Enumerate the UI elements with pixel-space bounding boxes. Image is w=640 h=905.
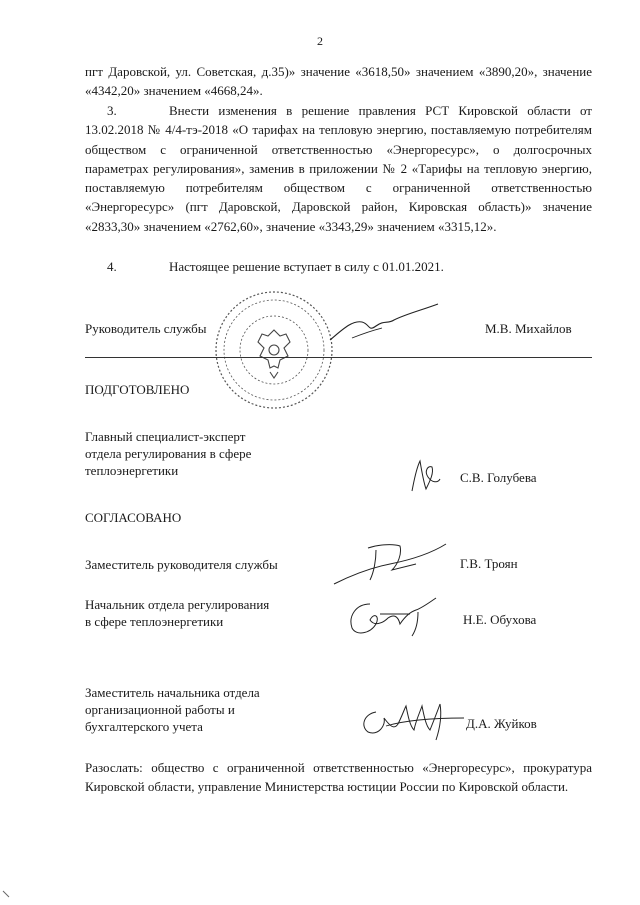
prepared-title-line: отдела регулирования в сфере (85, 446, 252, 461)
head-name: М.В. Михайлов (485, 321, 572, 336)
agreed-signer-3-title (85, 684, 260, 735)
agreed-signer-2-title (85, 596, 269, 630)
head-signature (322, 300, 442, 350)
agreed-signer-3-title-line: организационной работы и (85, 702, 235, 717)
agreed-signer-2-signature (340, 594, 440, 640)
paragraph-3-text: Внести изменения в решение правления РСТ Кировской области от 13.02.2018 № 4/4-тэ-2018 «О тарифах на тепловую энергию, поставляемую потребителям обществом с ограниченной ответственностью «Энергоресурс», о долгосрочных параметрах регулирования», заменив в приложении № 2 «Тарифы на тепловую энергию, поставляемую потребителям обществом с ограниченной ответственностью «Энергоресурс» (пгт Даровской, Даровской район, Кировская область)» значение «2833,30» значением «2762,60», значение «3343,29» значением «3315,12». (85, 103, 592, 234)
prepared-title-line: Главный специалист-эксперт (85, 429, 246, 444)
prepared-title (85, 428, 251, 479)
scan-corner-mark (2, 890, 10, 898)
prepared-signature (400, 453, 450, 498)
agreed-signer-3-name: Д.А. Жуйков (466, 716, 537, 731)
paragraph-3 (85, 101, 592, 236)
prepared-heading: ПОДГОТОВЛЕНО (85, 382, 190, 397)
agreed-signer-1-title-line: Заместитель руководителя службы (85, 557, 278, 572)
agreed-signer-2-title-line: Начальник отдела регулирования (85, 597, 270, 612)
prepared-name: С.В. Голубева (460, 470, 537, 485)
agreed-heading: СОГЛАСОВАНО (85, 510, 182, 525)
agreed-signer-1-signature (330, 534, 450, 589)
section-divider (85, 357, 592, 358)
paragraph-4-text: Настоящее решение вступает в силу с 01.01.2021. (169, 259, 444, 274)
agreed-signer-2-name: Н.Е. Обухова (463, 612, 537, 627)
paragraph-3-number: 3. (107, 103, 117, 118)
agreed-signer-1-title (85, 556, 278, 573)
paragraph-4-number: 4. (107, 259, 117, 274)
agreed-signer-3-signature (356, 696, 468, 744)
prepared-title-line: теплоэнергетики (85, 463, 179, 478)
distribution-list: Разослать: общество с ограниченной ответственностью «Энергоресурс», прокуратура Кировской области, управление Министерства юстиции России по Кировской области. (85, 760, 592, 795)
agreed-signer-1-name: Г.В. Троян (460, 556, 518, 571)
paragraph-4 (85, 257, 592, 276)
official-stamp (212, 288, 336, 412)
agreed-signer-3-title-line: Заместитель начальника отдела (85, 685, 260, 700)
page-number: 2 (317, 34, 323, 48)
agreed-signer-3-title-line: бухгалтерского учета (85, 719, 203, 734)
head-title: Руководитель службы (85, 321, 207, 336)
agreed-signer-2-title-line: в сфере теплоэнергетики (85, 614, 224, 629)
paragraph-continuation: пгт Даровской, ул. Советская, д.35)» значение «3618,50» значением «3890,20», значение «4342,20» значением «4668,24». (85, 64, 592, 99)
